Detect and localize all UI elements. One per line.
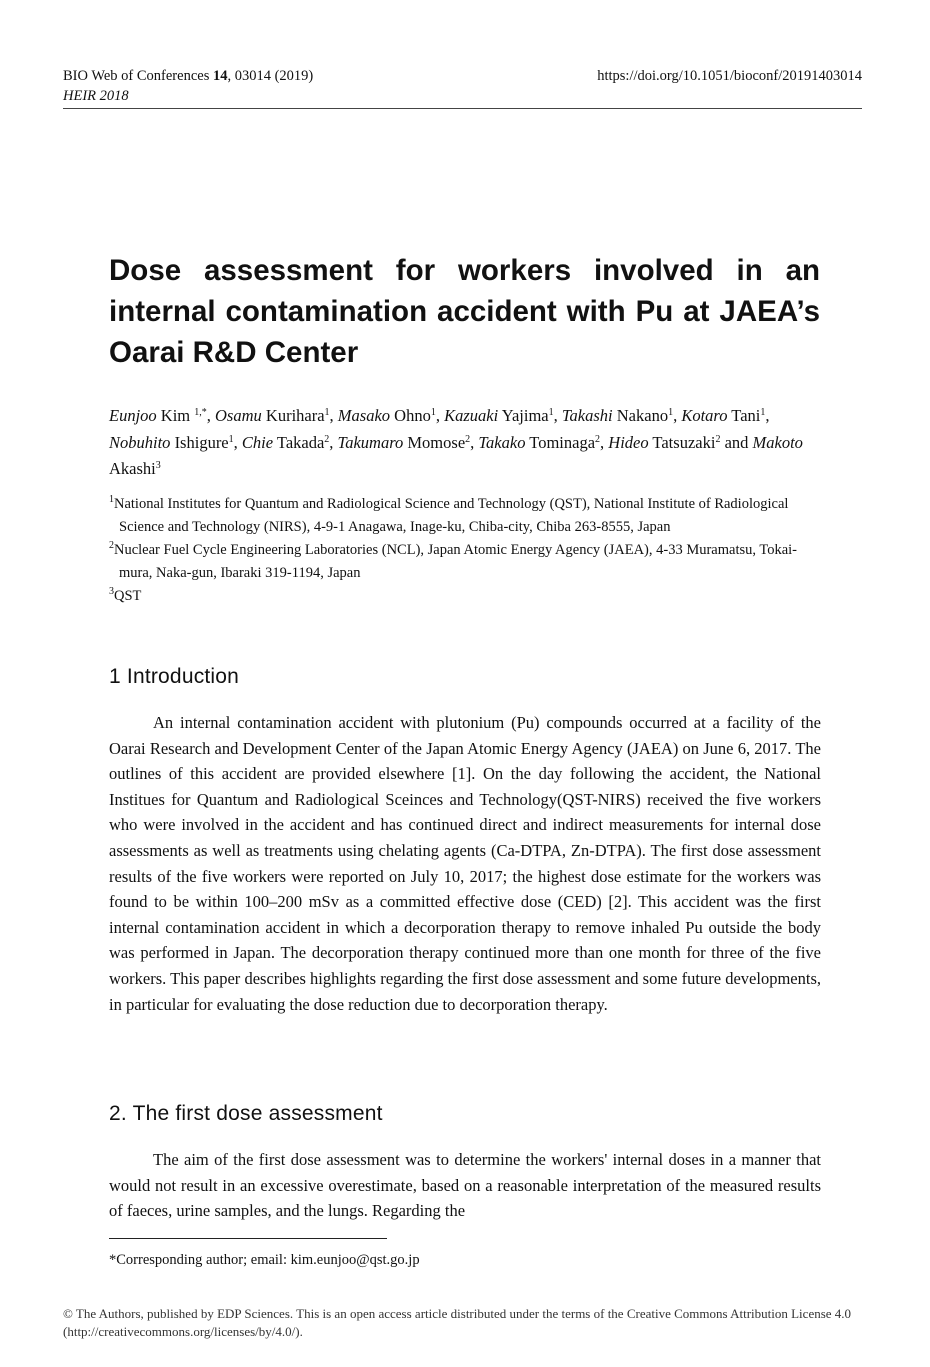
affiliation-text: Nuclear Fuel Cycle Engineering Laboratories (NCL), Japan Atomic Energy Agency (JAEA), 4-33 Muramatsu, Tokai-mura, Naka-gun, Ibaraki 319-1194, Japan	[114, 542, 797, 581]
author-separator: ,	[470, 432, 479, 452]
author-first-name: Makoto	[752, 432, 803, 452]
affiliation-marker: 2	[324, 433, 330, 445]
affiliation-marker: 1,*	[194, 407, 207, 418]
author-name	[109, 433, 234, 452]
affiliation-marker: 1	[668, 407, 674, 418]
section-heading-dose-assessment: 2. The first dose assessment	[109, 1102, 383, 1125]
author-last-name: Yajima	[498, 406, 549, 425]
author-separator: ,	[329, 432, 338, 452]
author-name	[338, 406, 436, 425]
section-heading-introduction: 1 Introduction	[109, 665, 240, 688]
corresponding-author-footnote: *Corresponding author; email: kim.eunjoo@qst.go.jp	[109, 1252, 420, 1268]
author-first-name: Takako	[478, 432, 526, 452]
affiliation-marker: 1	[760, 407, 766, 418]
author-list	[109, 403, 820, 483]
author-name	[562, 406, 673, 425]
affiliation-number: 1	[109, 494, 114, 505]
footnote-divider	[109, 1238, 387, 1239]
running-header	[63, 66, 862, 106]
introduction-body	[109, 710, 821, 1017]
author-name	[608, 433, 720, 452]
author-last-name: Ohno	[390, 406, 431, 425]
paragraph: An internal contamination accident with plutonium (Pu) compounds occurred at a facility of the Oarai Research and Development Center of the Japan Atomic Energy Agency (JAEA) on June 6, 2017. The outlines of this accident are provided elsewhere [1]. On the day following the accident, the National Institues for Quantum and Radiological Sceinces and Technology(QST-NIRS) received the five workers who were involved in the accident and has continued direct and indirect measurements for internal dose assessments as well as treatments using chelating agents (Ca-DTPA, Zn-DTPA). The first dose assessment results of the five workers were reported on July 10, 2017; the highest dose estimate for the workers was found to be within 100–200 mSv as a committed effective dose (CED) [2]. This accident was the first internal contamination accident in which a decorporation therapy to remove inhaled Pu outside the body was performed in Japan. The decorporation therapy continued more than one month for three of the five workers. This paper describes highlights regarding the first dose assessment and some future developments, in particular for evaluating the dose reduction due to decorporation therapy.	[109, 713, 821, 1014]
author-last-name: Akashi	[109, 459, 156, 478]
affiliation	[109, 493, 820, 539]
conference-name: HEIR 2018	[63, 88, 129, 104]
author-first-name: Masako	[337, 406, 391, 425]
author-last-name: Nakano	[612, 406, 669, 425]
author-last-name: Kim	[156, 406, 195, 425]
author-first-name: Takumaro	[337, 432, 404, 452]
author-first-name: Eunjoo	[109, 406, 157, 425]
license-notice: © The Authors, published by EDP Sciences. This is an open access article distributed under the terms of the Creative Commons Attribution License 4.0 (http://creativecommons.org/licenses/by/4.0/).	[63, 1306, 852, 1339]
author-first-name: Kazuaki	[444, 406, 499, 425]
author-first-name: Osamu	[215, 406, 262, 425]
author-name	[478, 433, 600, 452]
affiliation-marker: 1	[324, 407, 330, 418]
dose-assessment-body	[109, 1147, 821, 1224]
affiliation-marker: 2	[465, 433, 471, 445]
journal-citation: BIO Web of Conferences 14, 03014 (2019)	[63, 68, 314, 84]
affiliation-text: National Institutes for Quantum and Radiological Science and Technology (QST), National Institute of Radiological Science and Technology (NIRS), 4-9-1 Anagawa, Inage-ku, Chiba-city, Chiba 263-8555, Japan	[114, 496, 789, 535]
affiliation-text: QST	[114, 588, 142, 604]
affiliation-list	[109, 493, 820, 608]
affiliation-marker: 1	[548, 407, 554, 418]
author-first-name: Hideo	[608, 432, 649, 452]
affiliation-number: 2	[109, 540, 114, 551]
author-separator: ,	[435, 406, 445, 425]
author-separator: ,	[329, 406, 338, 425]
author-separator: and	[720, 432, 753, 452]
author-name	[444, 406, 554, 425]
paragraph: The aim of the first dose assessment was to determine the workers' internal doses in a manner that would not result in an excessive overestimate, based on a reasonable interpretation of the measured results of faeces, urine samples, and the lungs. Regarding the	[109, 1150, 821, 1221]
header-divider	[63, 108, 862, 109]
author-last-name: Tominaga	[525, 432, 596, 452]
author-name	[109, 406, 207, 425]
doi-link[interactable]: https://doi.org/10.1051/bioconf/20191403014	[597, 68, 862, 84]
author-last-name: Momose	[403, 432, 466, 452]
author-name	[681, 406, 765, 425]
author-name	[242, 433, 329, 452]
author-name	[338, 433, 471, 452]
author-separator: ,	[600, 432, 609, 452]
affiliation-marker: 3	[155, 460, 161, 471]
author-separator: ,	[233, 432, 242, 452]
author-separator: ,	[206, 406, 216, 425]
author-first-name: Takashi	[561, 406, 613, 425]
paper-title: Dose assessment for workers involved in an internal contamination accident with Pu at JAEA’s Oarai R&D Center	[109, 254, 820, 369]
author-name	[215, 406, 330, 425]
affiliation-marker: 1	[430, 407, 436, 418]
author-last-name: Tani	[727, 406, 761, 425]
author-last-name: Takada	[273, 432, 325, 452]
author-last-name: Tatsuzaki	[648, 432, 716, 452]
author-last-name: Ishigure	[170, 432, 229, 452]
affiliation	[109, 585, 820, 608]
affiliation-marker: 1	[228, 433, 234, 445]
affiliation-marker: 2	[595, 433, 601, 445]
author-last-name: Kurihara	[261, 406, 325, 425]
author-first-name: Nobuhito	[109, 432, 171, 452]
author-first-name: Chie	[241, 432, 274, 452]
author-separator: ,	[765, 406, 770, 425]
affiliation-number: 3	[109, 586, 114, 597]
author-separator: ,	[673, 406, 682, 425]
author-first-name: Kotaro	[681, 406, 728, 425]
author-separator: ,	[553, 406, 562, 425]
affiliation-marker: 2	[715, 433, 721, 445]
affiliation	[109, 539, 820, 585]
